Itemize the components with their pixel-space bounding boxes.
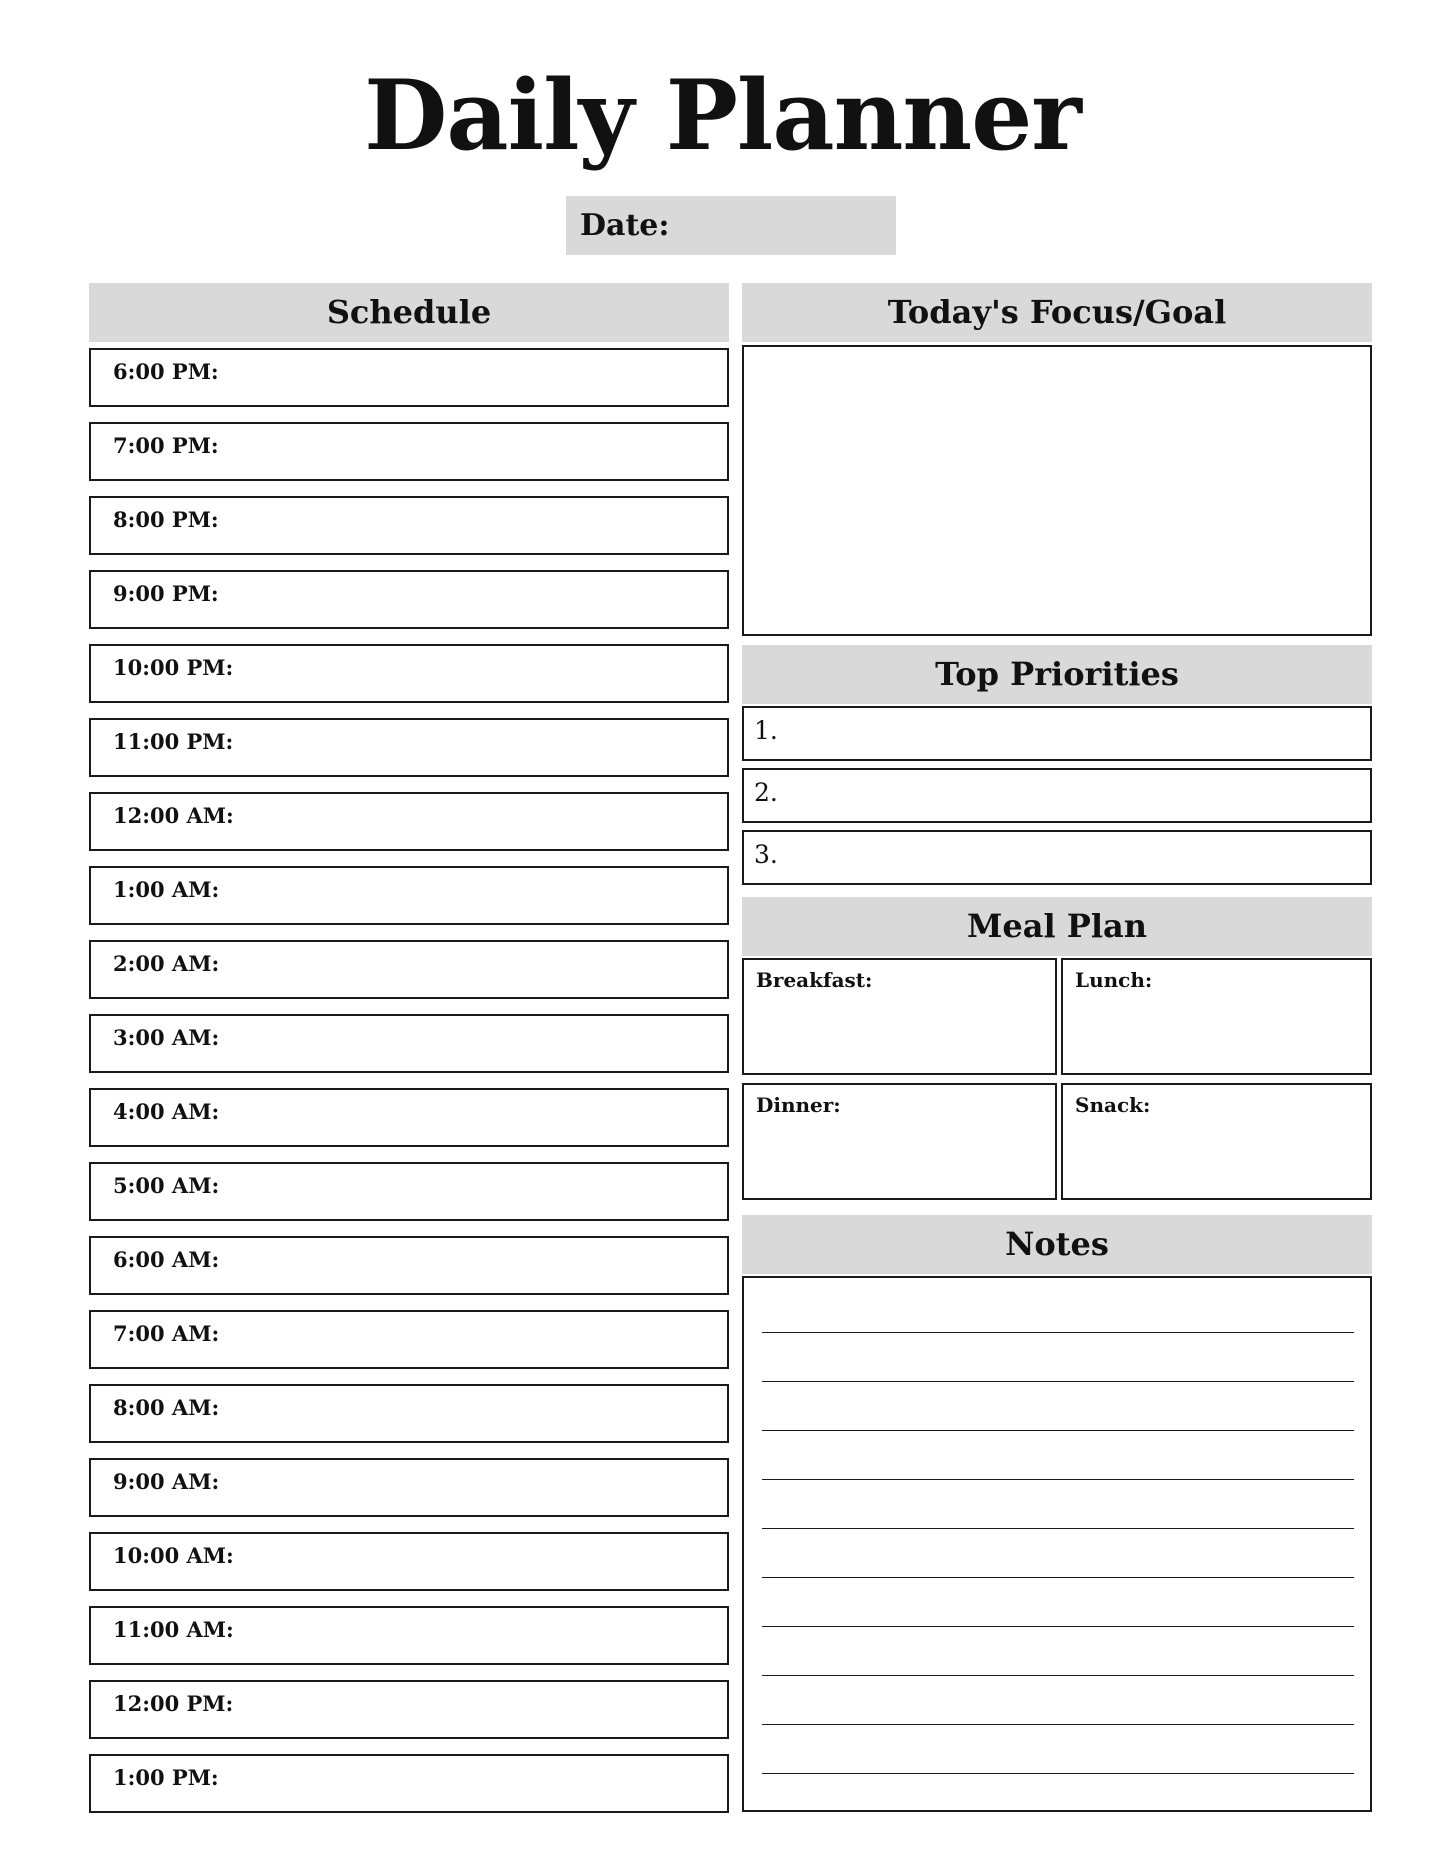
notes-box[interactable]	[742, 1276, 1372, 1812]
note-line	[762, 1577, 1354, 1578]
schedule-slot[interactable]: 10:00 AM:	[89, 1532, 729, 1591]
lunch-label: Lunch:	[1075, 968, 1153, 992]
schedule-slot[interactable]: 9:00 PM:	[89, 570, 729, 629]
focus-box[interactable]	[742, 345, 1372, 636]
schedule-slot[interactable]: 11:00 AM:	[89, 1606, 729, 1665]
schedule-slot[interactable]: 12:00 PM:	[89, 1680, 729, 1739]
schedule-slot[interactable]: 7:00 PM:	[89, 422, 729, 481]
schedule-slot[interactable]: 4:00 AM:	[89, 1088, 729, 1147]
meal-plan-header: Meal Plan	[742, 897, 1372, 956]
schedule-slot[interactable]: 8:00 PM:	[89, 496, 729, 555]
note-line	[762, 1430, 1354, 1431]
priority-item[interactable]: 1.	[742, 706, 1372, 761]
note-line	[762, 1724, 1354, 1725]
schedule-slot[interactable]: 10:00 PM:	[89, 644, 729, 703]
schedule-slot[interactable]: 3:00 AM:	[89, 1014, 729, 1073]
schedule-header: Schedule	[89, 283, 729, 342]
priorities-header: Top Priorities	[742, 645, 1372, 704]
schedule-slot[interactable]: 2:00 AM:	[89, 940, 729, 999]
schedule-slot[interactable]: 1:00 PM:	[89, 1754, 729, 1813]
priority-item[interactable]: 2.	[742, 768, 1372, 823]
schedule-slot[interactable]: 7:00 AM:	[89, 1310, 729, 1369]
breakfast-label: Breakfast:	[756, 968, 873, 992]
schedule-slot[interactable]: 9:00 AM:	[89, 1458, 729, 1517]
page-title: Daily Planner	[364, 59, 1081, 172]
snack-box[interactable]	[1061, 1083, 1372, 1200]
schedule-slot[interactable]: 11:00 PM:	[89, 718, 729, 777]
breakfast-box[interactable]	[742, 958, 1057, 1075]
notes-header: Notes	[742, 1215, 1372, 1274]
lunch-box[interactable]	[1061, 958, 1372, 1075]
schedule-slot[interactable]: 12:00 AM:	[89, 792, 729, 851]
snack-label: Snack:	[1075, 1093, 1151, 1117]
dinner-box[interactable]	[742, 1083, 1057, 1200]
note-line	[762, 1626, 1354, 1627]
schedule-slot[interactable]: 5:00 AM:	[89, 1162, 729, 1221]
schedule-slot[interactable]: 1:00 AM:	[89, 866, 729, 925]
note-line	[762, 1381, 1354, 1382]
note-line	[762, 1479, 1354, 1480]
note-line	[762, 1528, 1354, 1529]
focus-header: Today's Focus/Goal	[742, 283, 1372, 342]
schedule-slot[interactable]: 8:00 AM:	[89, 1384, 729, 1443]
schedule-slot[interactable]: 6:00 AM:	[89, 1236, 729, 1295]
date-field[interactable]: Date:	[566, 196, 896, 255]
note-line	[762, 1675, 1354, 1676]
note-line	[762, 1332, 1354, 1333]
note-line	[762, 1773, 1354, 1774]
schedule-slot[interactable]: 6:00 PM:	[89, 348, 729, 407]
dinner-label: Dinner:	[756, 1093, 841, 1117]
priority-item[interactable]: 3.	[742, 830, 1372, 885]
